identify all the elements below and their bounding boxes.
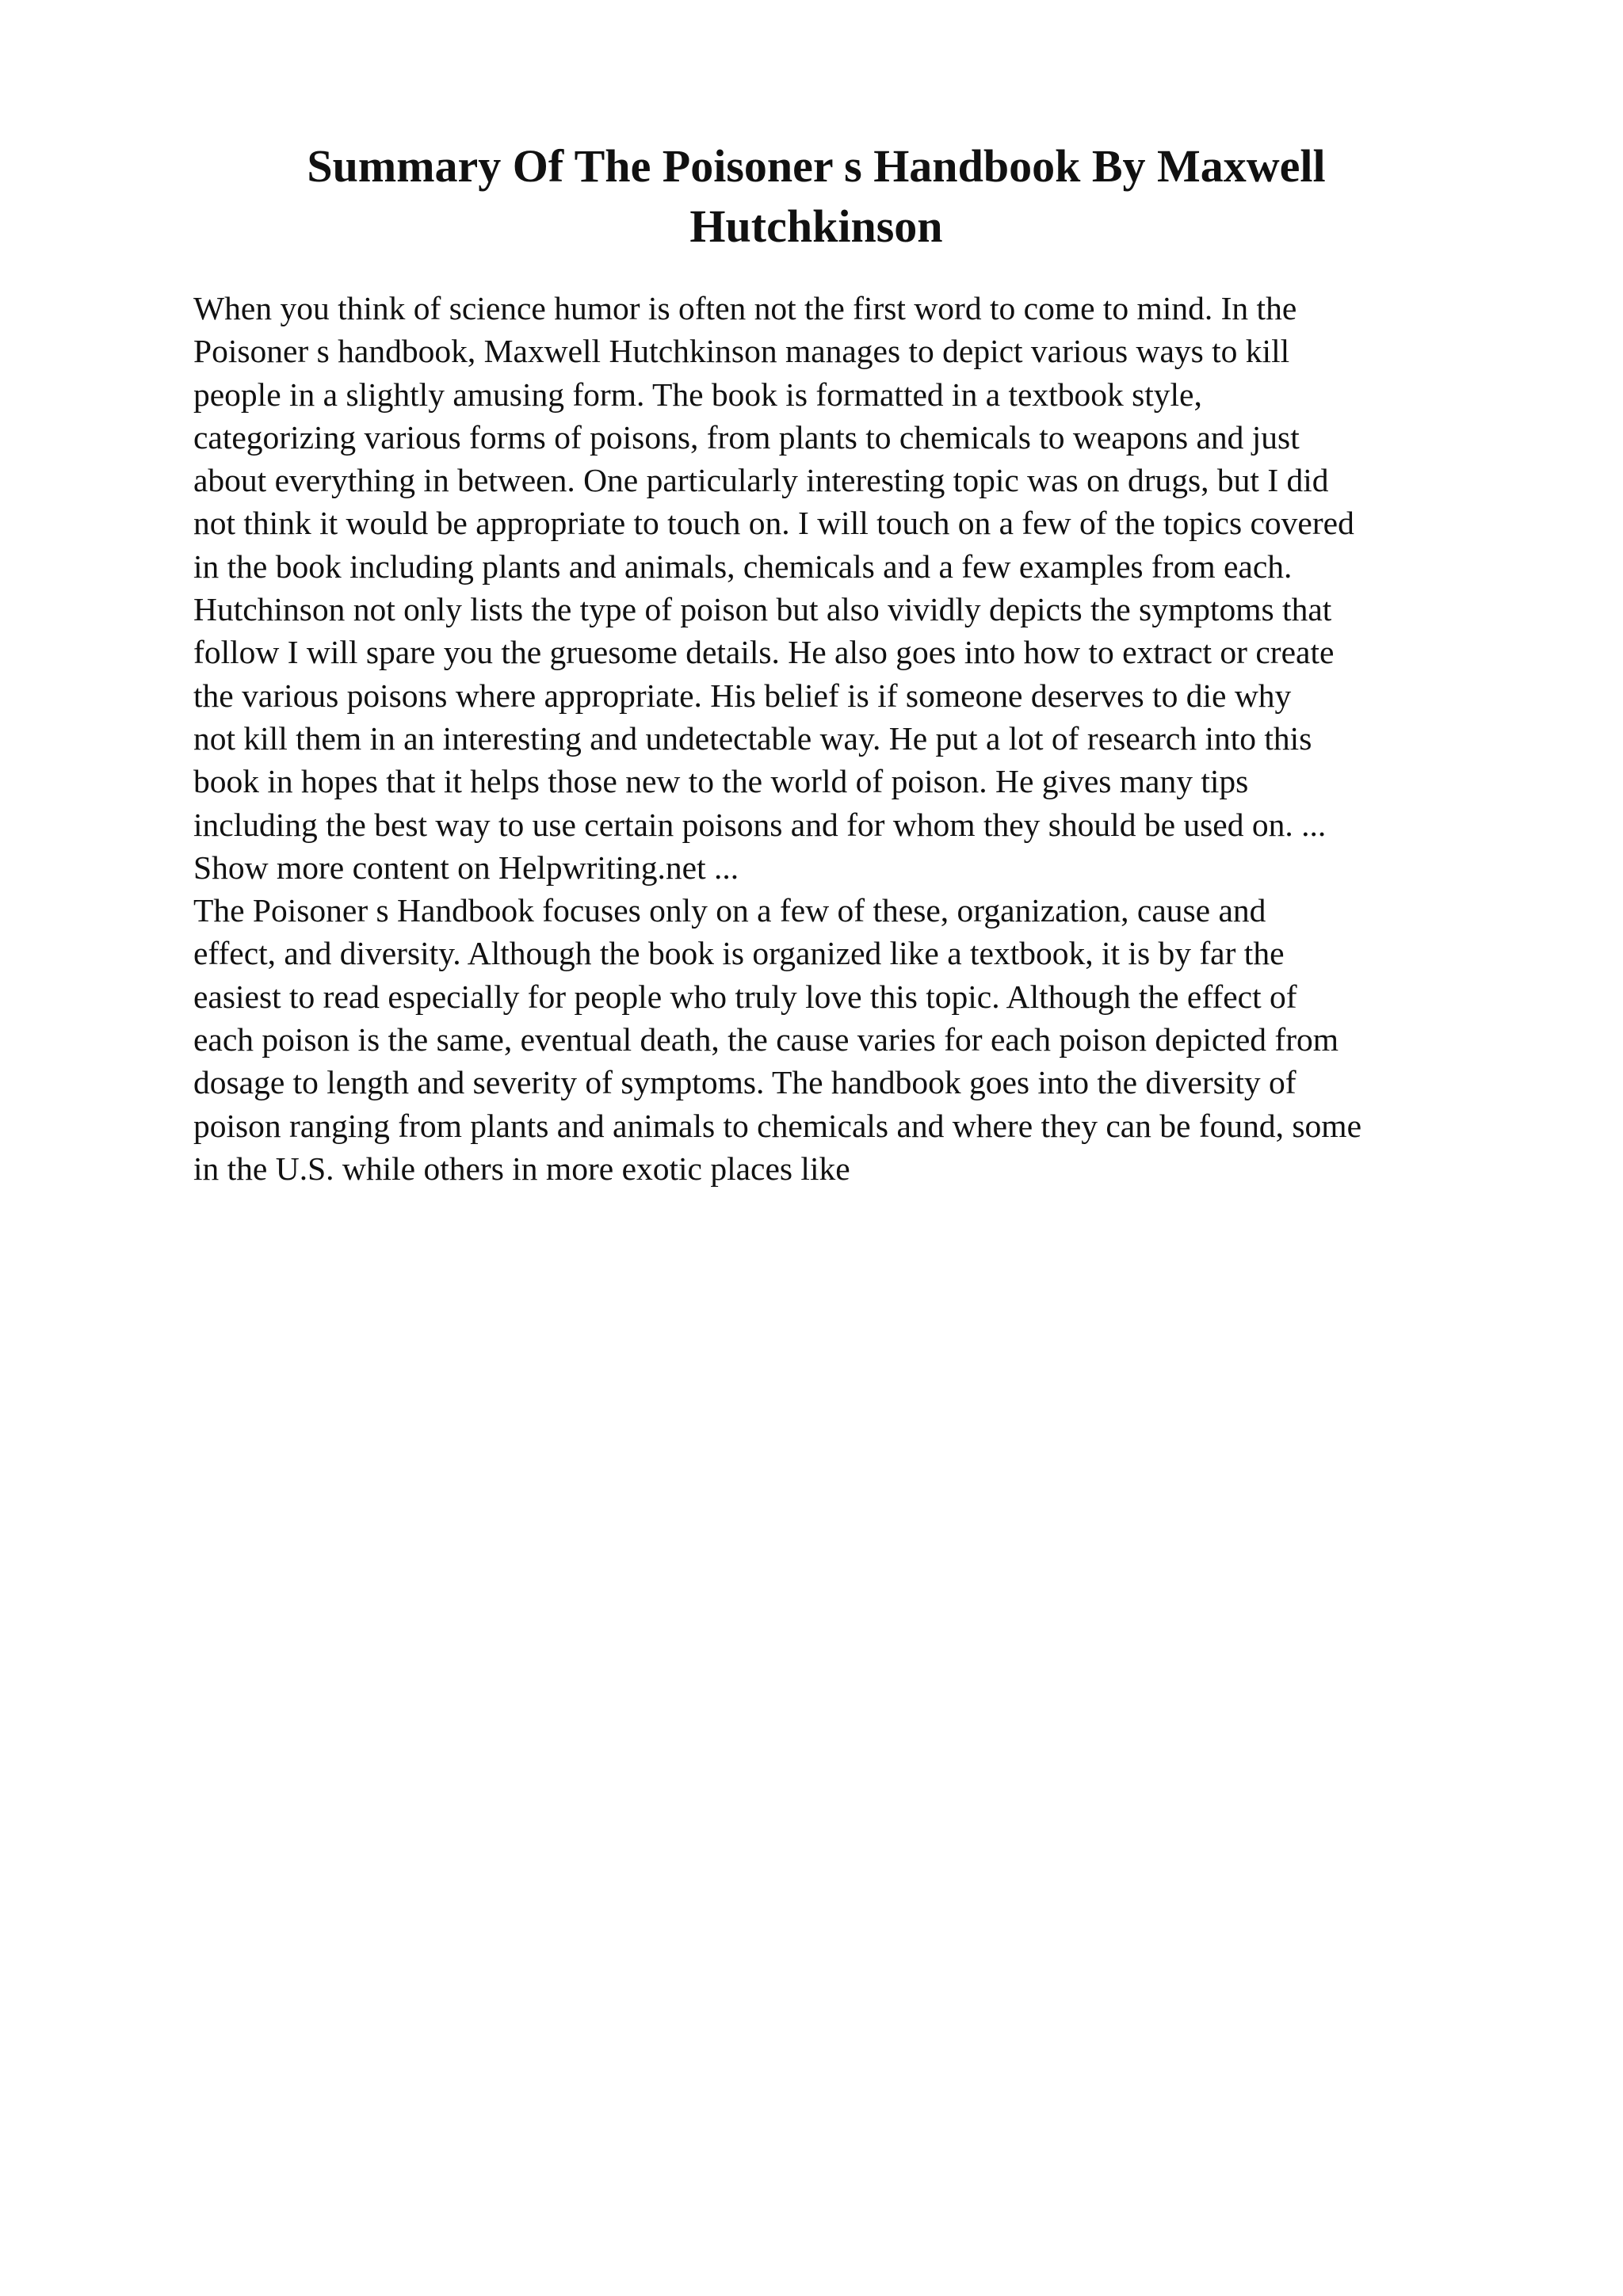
body-line: Poisoner s handbook, Maxwell Hutchkinson manages to depict various ways to kill — [193, 333, 1290, 370]
body-line: The Poisoner s Handbook focuses only on a few of these, organization, cause and — [193, 892, 1266, 929]
body-line: Hutchinson not only lists the type of poison but also vividly depicts the symptoms that — [193, 591, 1332, 628]
body-line: not think it would be appropriate to touch on. I will touch on a few of the topics covered — [193, 505, 1354, 542]
body-line: about everything in between. One particularly interesting topic was on drugs, but I did — [193, 462, 1329, 499]
document-title — [238, 136, 1395, 257]
body-line: not kill them in an interesting and undetectable way. He put a lot of research into this — [193, 719, 1312, 757]
body-line: in the U.S. while others in more exotic places like — [193, 1150, 850, 1187]
body-line: including the best way to use certain poisons and for whom they should be used on. ... — [193, 806, 1327, 843]
body-line: in the book including plants and animals, chemicals and a few examples from each. — [193, 547, 1293, 585]
document-body — [193, 287, 1525, 1190]
body-line: When you think of science humor is often not the first word to come to mind. In the — [193, 290, 1297, 326]
body-line: the various poisons where appropriate. His belief is if someone deserves to die why — [193, 677, 1292, 714]
show-more-line: Show more content on Helpwriting.net ... — [193, 849, 739, 886]
body-line: each poison is the same, eventual death, the cause varies for each poison depicted from — [193, 1021, 1339, 1058]
body-line: follow I will spare you the gruesome details. He also goes into how to extract or create — [193, 634, 1335, 671]
body-line: effect, and diversity. Although the book is organized like a textbook, it is by far the — [193, 935, 1285, 972]
title-line-1: Summary Of The Poisoner s Handbook By Maxwell — [307, 140, 1326, 192]
body-line: easiest to read especially for people who truly love this topic. Although the effect of — [193, 978, 1297, 1015]
body-line: people in a slightly amusing form. The book is formatted in a textbook style, — [193, 376, 1202, 413]
body-line: categorizing various forms of poisons, from plants to chemicals to weapons and just — [193, 418, 1300, 456]
body-line: book in hopes that it helps those new to the world of poison. He gives many tips — [193, 763, 1249, 800]
body-line: dosage to length and severity of symptoms. The handbook goes into the diversity of — [193, 1064, 1296, 1101]
title-line-2: Hutchkinson — [689, 200, 943, 252]
body-line: poison ranging from plants and animals to chemicals and where they can be found, some — [193, 1107, 1361, 1144]
